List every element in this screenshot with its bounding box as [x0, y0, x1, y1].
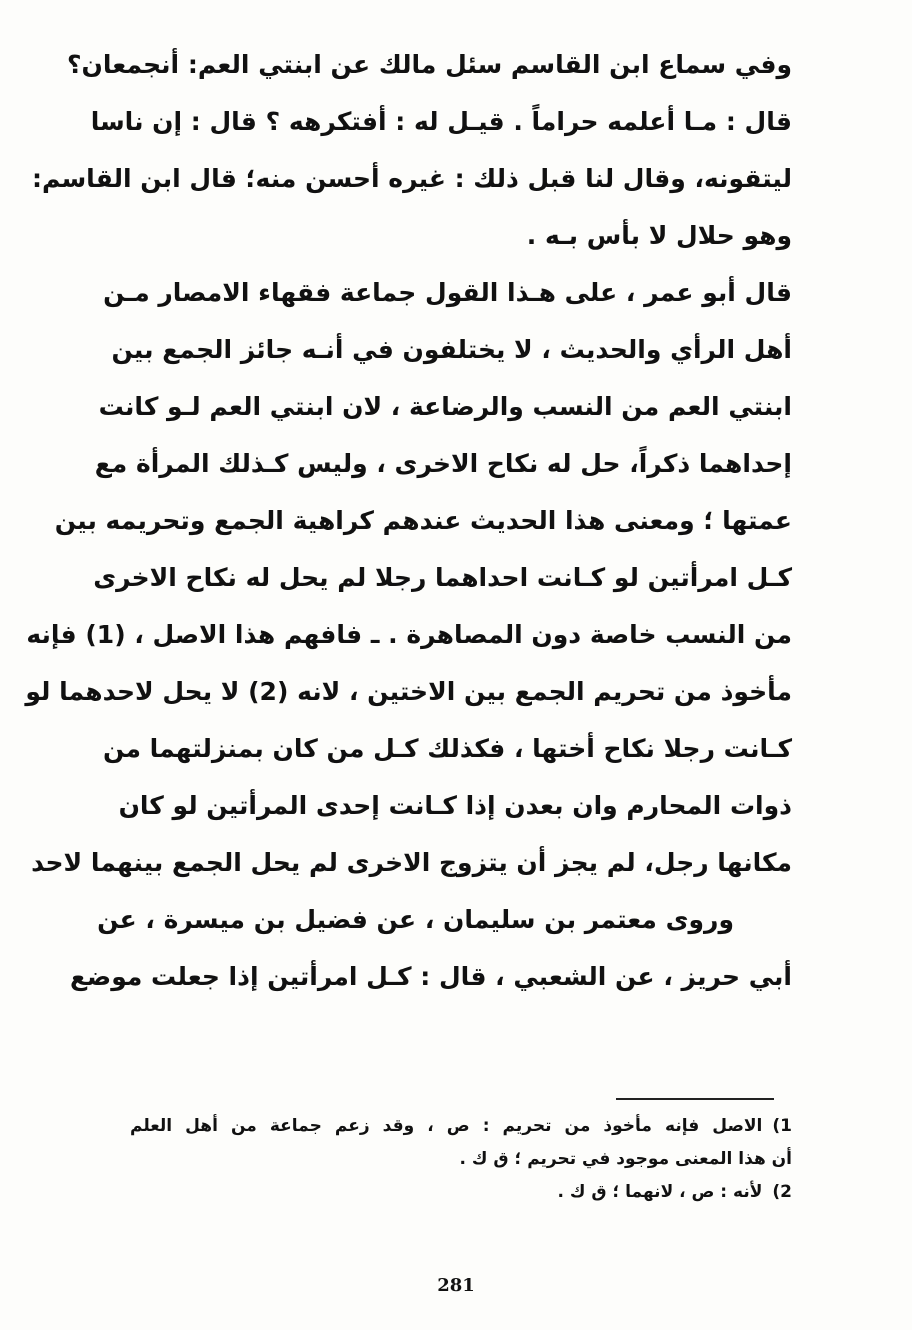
- text-line-14: ذوات المحارم وان بعدن إذا كـانت إحدى المرأتين لو كان: [118, 791, 792, 820]
- footnote-1-text: الاصل فإنه مأخوذ من تحريم : ص ، وقد زعم جماعة من أهل العلم: [130, 1116, 763, 1136]
- footnote-1-line-1: [130, 1110, 792, 1143]
- footnote-marker-1: 1): [772, 1116, 792, 1136]
- text-line-13: كـانت رجلا نكاح أختها ، فكذلك كـل من كان بمنزلتهما من: [102, 734, 792, 763]
- text-line-10: كـل امرأتين لو كـانت احداهما رجلا لم يحل له نكاح الاخرى: [93, 563, 792, 592]
- main-text-block: [25, 36, 792, 1005]
- text-line-15: مكانها رجل، لم يجز أن يتزوج الاخرى لم يحل الجمع بينهما لاحد: [31, 848, 792, 877]
- page-number: 281: [437, 1275, 475, 1296]
- text-line-17: أبي حريز ، عن الشعبي ، قال : كـل امرأتين إذا جعلت موضع: [69, 962, 792, 991]
- text-line-4: وهو حلال لا بأس بـه .: [526, 221, 792, 250]
- footnote-2-text: لأنه : ص ، لانهما ؛ ق ك .: [557, 1182, 763, 1202]
- text-line-5: قال أبو عمر ، على هـذا القول جماعة فقهاء الامصار مـن: [103, 278, 792, 307]
- footnote-marker-2: 2): [772, 1182, 792, 1202]
- text-line-7: ابنتي العم من النسب والرضاعة ، لان ابنتي العم لـو كانت: [98, 392, 792, 421]
- text-line-2: قال : مـا أعلمه حراماً . قيـل له : أفتكرهه ؟ قال : إن ناسا: [90, 107, 792, 136]
- text-line-12: مأخوذ من تحريم الجمع بين الاختين ، لانه (2) لا يحل لاحدهما لو: [25, 677, 792, 706]
- text-line-6: أهل الرأي والحديث ، لا يختلفون في أنـه جائز الجمع بين: [111, 335, 792, 364]
- text-line-1: وفي سماع ابن القاسم سئل مالك عن ابنتي العم: أنجمعان؟: [67, 50, 792, 79]
- text-line-8: إحداهما ذكراً، حل له نكاح الاخرى ، وليس كـذلك المرأة مع: [94, 449, 792, 478]
- text-line-9: عمتها ؛ ومعنى هذا الحديث عندهم كراهية الجمع وتحريمه بين: [54, 506, 792, 535]
- text-line-16: وروى معتمر بن سليمان ، عن فضيل بن ميسرة ، عن: [97, 905, 734, 934]
- text-line-11: من النسب خاصة دون المصاهرة . ـ فافهم هذا الاصل ، (1) فإنه: [26, 620, 792, 649]
- footnote-1-line-2: أن هذا المعنى موجود في تحريم ؛ ق ك .: [459, 1149, 792, 1169]
- footnotes-block: [130, 1110, 792, 1209]
- text-line-3: ليتقونه، وقال لنا قبل ذلك : غيره أحسن منه؛ قال ابن القاسم:: [32, 164, 792, 193]
- footnote-divider: [616, 1098, 774, 1100]
- footnote-2-line-1: [130, 1176, 792, 1209]
